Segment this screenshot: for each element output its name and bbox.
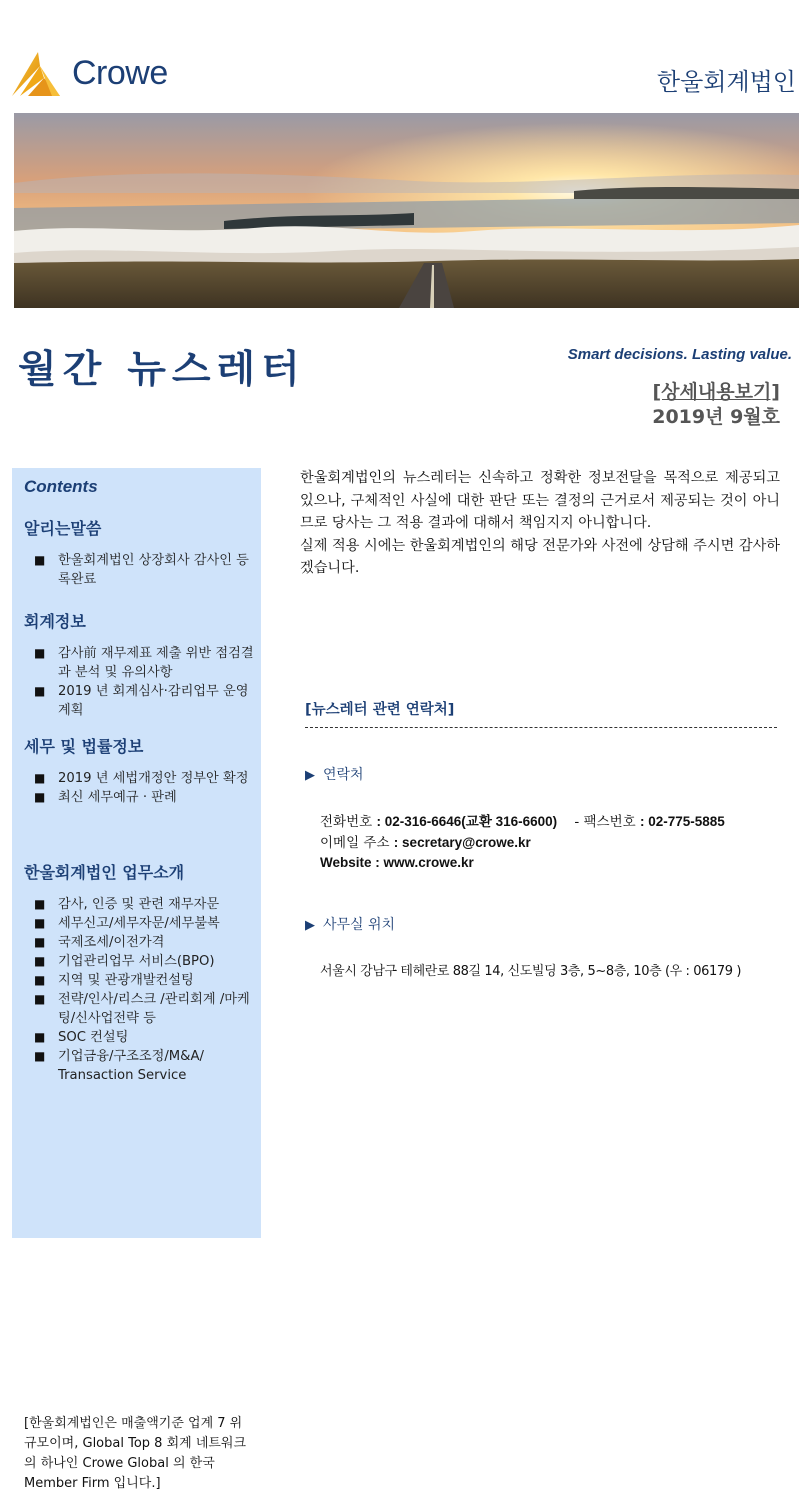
square-bullet-icon: ■ <box>34 916 46 930</box>
list-item-label: SOC 컨설팅 <box>58 1030 129 1045</box>
divider <box>305 727 777 728</box>
section-announcement <box>24 516 254 589</box>
contact-details <box>320 812 725 874</box>
intro-paragraph: 실제 적용 시에는 한울회계법인의 해당 전문가와 사전에 상담해 주시면 감사하겠습니다. <box>300 537 780 576</box>
email-label: 이메일 주소 <box>320 834 390 851</box>
website-link[interactable]: www.crowe.kr <box>383 855 474 870</box>
square-bullet-icon: ■ <box>34 935 46 949</box>
crowe-logo-icon <box>10 48 70 100</box>
triangle-pointer-icon: ▶ <box>305 768 315 783</box>
email-line: 이메일 주소 : secretary@crowe.kr <box>320 834 531 851</box>
website-line: Website : www.crowe.kr <box>320 855 474 870</box>
square-bullet-icon: ■ <box>34 1030 46 1044</box>
list-item-label: 세무신고/세무자문/세무불복 <box>58 916 220 931</box>
phone-label: 전화번호 <box>320 814 373 830</box>
list-item-label: 2019 년 세법개정안 정부안 확정 <box>58 771 249 786</box>
phone-line: 전화번호 : 02-316-6646(교환 316-6600) - 팩스번호 : 02-775-5885 <box>320 814 725 830</box>
list-item[interactable] <box>34 551 254 589</box>
triangle-pointer-icon: ▶ <box>305 918 315 933</box>
list-item[interactable] <box>34 1047 254 1085</box>
fax-label: 팩스번호 <box>583 814 636 830</box>
section-tax-legal <box>24 734 254 807</box>
list-item-label: 최신 세무예규 · 판례 <box>58 790 177 805</box>
banner-image <box>14 113 799 308</box>
email-link[interactable]: secretary@crowe.kr <box>402 834 531 850</box>
tagline: Smart decisions. Lasting value. <box>567 346 792 363</box>
firm-name: 한울회계법인 <box>656 68 796 96</box>
section-services <box>24 860 254 1085</box>
list-item-label: 기업관리업무 서비스(BPO) <box>58 954 215 969</box>
page-title: 월간 뉴스레터 <box>18 347 306 392</box>
list-item-label: 기업금융/구조조정/M&A/ Transaction Service <box>58 1049 204 1083</box>
detail-link[interactable]: [상세내용보기] <box>652 381 780 403</box>
square-bullet-icon: ■ <box>34 790 46 804</box>
square-bullet-icon: ■ <box>34 992 46 1006</box>
square-bullet-icon: ■ <box>34 771 46 785</box>
list-item[interactable] <box>34 990 254 1028</box>
intro-paragraph: 한울회계법인의 뉴스레터는 신속하고 정확한 정보전달을 목적으로 제공되고 있으나, 구체적인 사실에 대한 판단 또는 결정의 근거로서 제공되는 것이 아니므로 당사는 그 적용 결과에 대해서 책임지지 아니합니다. <box>300 470 780 531</box>
contact-heading-label: 연락처 <box>323 767 364 783</box>
list-item[interactable] <box>34 682 254 720</box>
contents-title: Contents <box>24 477 98 496</box>
list-item[interactable] <box>34 933 254 952</box>
issue-label: 2019년 9월호 <box>652 406 780 428</box>
list-item[interactable] <box>34 895 254 914</box>
list-item-label: 지역 및 관광개발컨설팅 <box>58 973 194 988</box>
list-item[interactable] <box>34 769 254 788</box>
list-item-label: 한울회계법인 상장회사 감사인 등록완료 <box>58 553 249 587</box>
firm-note: [한울회계법인은 매출액기준 업계 7 위 규모이며, Global Top 8 회계 네트워크의 하나인 Crowe Global 의 한국 Member Firm 입니다.] <box>24 1416 247 1491</box>
office-heading <box>305 914 395 934</box>
square-bullet-icon: ■ <box>34 646 46 660</box>
list-item[interactable] <box>34 971 254 990</box>
section-title: 한울회계법인 업무소개 <box>24 863 185 882</box>
list-item[interactable] <box>34 1028 254 1047</box>
contents-sidebar <box>12 468 261 1491</box>
square-bullet-icon: ■ <box>34 1049 46 1063</box>
list-item-label: 전략/인사/리스크 /관리회계 /마케팅/신사업전략 등 <box>58 992 250 1026</box>
list-item-label: 감사, 인증 및 관련 재무자문 <box>58 897 220 912</box>
office-heading-label: 사무실 위치 <box>323 917 396 933</box>
intro-text <box>300 467 780 580</box>
crowe-logo[interactable] <box>10 48 190 100</box>
square-bullet-icon: ■ <box>34 897 46 911</box>
logo-text: Crowe <box>72 54 168 92</box>
list-item-label: 2019 년 회계심사·감리업무 운영계획 <box>58 684 249 718</box>
list-item[interactable] <box>34 914 254 933</box>
section-accounting <box>24 609 254 720</box>
section-title: 세무 및 법률정보 <box>24 737 144 756</box>
list-item[interactable] <box>34 788 254 807</box>
contact-heading <box>305 764 364 784</box>
square-bullet-icon: ■ <box>34 684 46 698</box>
square-bullet-icon: ■ <box>34 954 46 968</box>
contact-section-header: [뉴스레터 관련 연락처] <box>305 702 455 718</box>
office-address: 서울시 강남구 테헤란로 88길 14, 신도빌딩 3층, 5~8층, 10층 (우 : 06179 ) <box>320 964 741 979</box>
square-bullet-icon: ■ <box>34 973 46 987</box>
list-item-label: 국제조세/이전가격 <box>58 935 165 950</box>
fax-value: 02-775-5885 <box>648 814 725 829</box>
list-item[interactable] <box>34 952 254 971</box>
phone-value[interactable]: 02-316-6646(교환 316-6600) <box>384 814 558 829</box>
list-item[interactable] <box>34 644 254 682</box>
section-title: 알리는말씀 <box>24 519 102 538</box>
section-title: 회계정보 <box>24 612 86 631</box>
website-label: Website <box>320 855 372 870</box>
square-bullet-icon: ■ <box>34 553 46 567</box>
list-item-label: 감사前 재무제표 제출 위반 점검결과 분석 및 유의사항 <box>58 646 254 680</box>
